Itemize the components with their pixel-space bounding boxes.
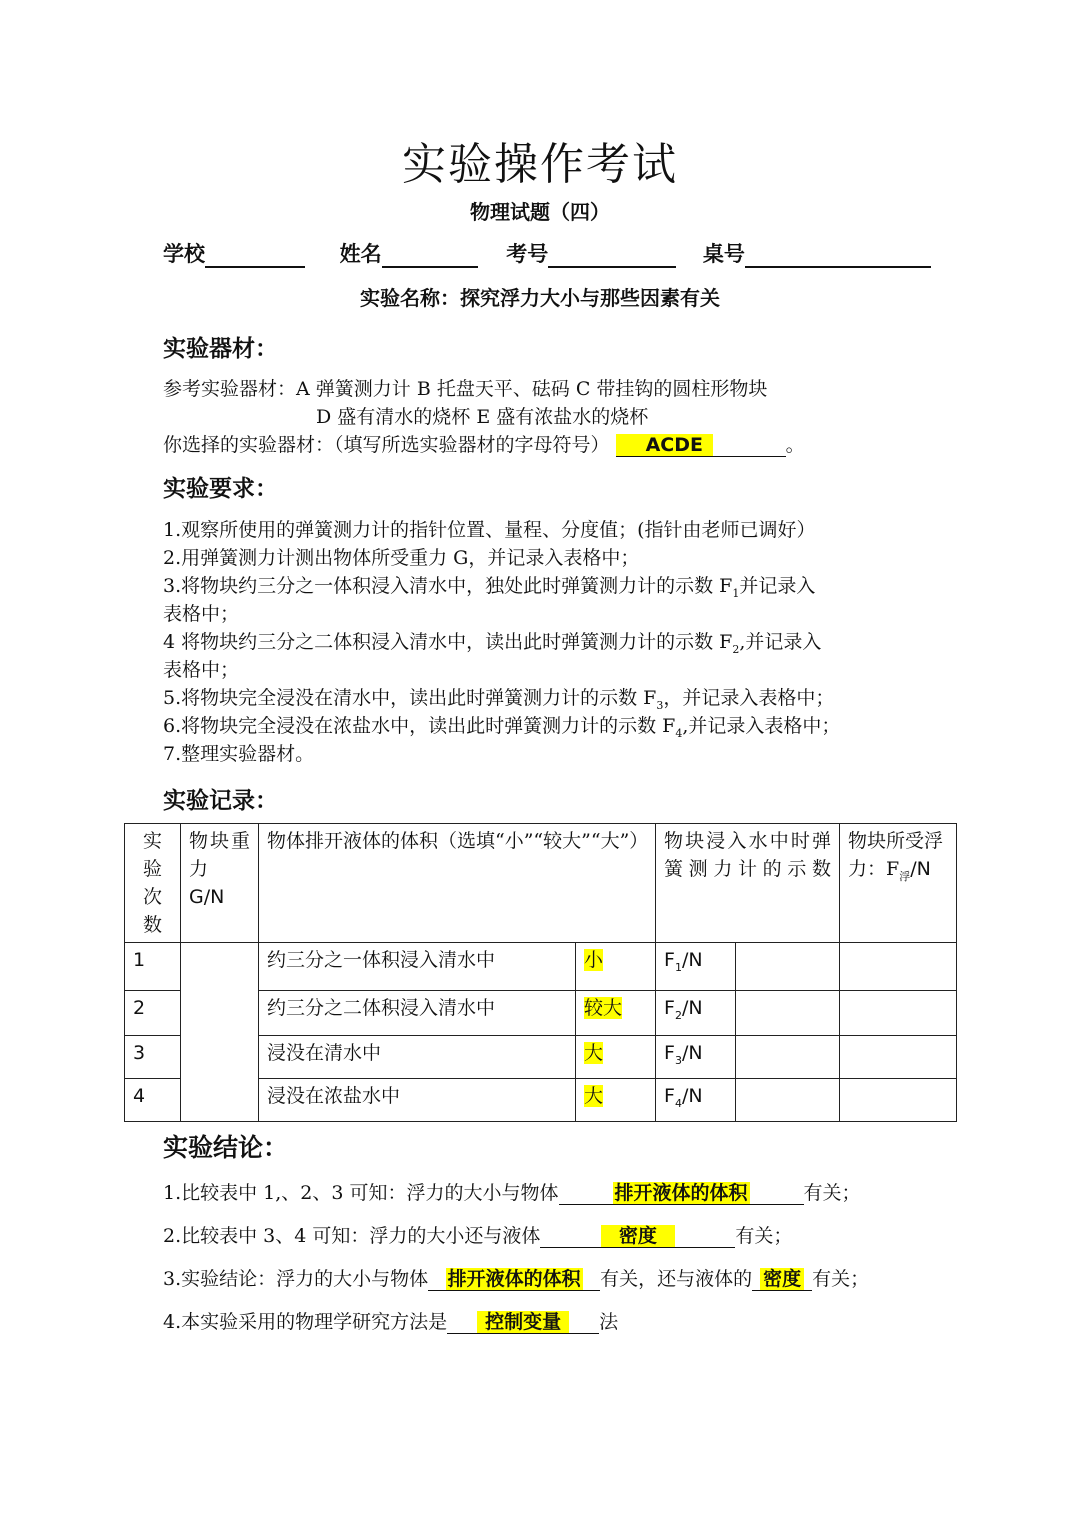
record-heading: 实验记录： [163, 788, 278, 814]
weight-cell[interactable] [181, 943, 259, 1122]
row-answer[interactable]: 大 [576, 1078, 656, 1121]
requirement-4: 4 将物块约三分之二体积浸入清水中，读出此时弹簧测力计的示数 $F_2$,并记录入 [163, 631, 822, 656]
requirement-1: 1.观察所使用的弹簧测力计的指针位置、量程、分度值；(指针由老师已调好） [163, 519, 816, 541]
row-force-value[interactable] [736, 991, 840, 1036]
row-answer[interactable]: 大 [576, 1036, 656, 1079]
row-force-value[interactable] [736, 943, 840, 991]
equipment-items-1: A 弹簧测力计 B 托盘天平、砝码 C 带挂钩的圆柱形物块 [296, 378, 768, 400]
record-table [124, 823, 957, 1122]
table-row [125, 943, 957, 991]
conclusion-1-answer[interactable]: 排开液体的体积 [559, 1183, 804, 1205]
conclusion-2-answer[interactable]: 密度 [540, 1226, 735, 1248]
conclusion-2: 2.比较表中 3、4 可知：浮力的大小还与液体 密度 有关； [163, 1225, 793, 1247]
conclusion-4: 4.本实验采用的物理学研究方法是 控制变量 法 [163, 1311, 619, 1333]
requirement-6: 6.将物块完全浸没在浓盐水中，读出此时弹簧测力计的示数 $F_4$,并记录入表格中； [163, 715, 841, 740]
equipment-answer-field[interactable] [616, 435, 786, 457]
row-buoyancy-value[interactable] [840, 943, 957, 991]
row-desc: 约三分之二体积浸入清水中 [259, 991, 576, 1036]
row-desc: 约三分之一体积浸入清水中 [259, 943, 576, 991]
school-label: 学校 [163, 242, 205, 266]
row-force: $F_2/N$ [656, 991, 736, 1036]
page-subtitle: 物理试题（四） [470, 200, 610, 224]
equipment-choice-label: 你选择的实验器材：（填写所选实验器材的字母符号） [163, 434, 610, 456]
name-field[interactable] [382, 244, 478, 268]
row-no: 4 [125, 1078, 181, 1121]
row-answer[interactable]: 较大 [576, 991, 656, 1036]
name-label: 姓名 [339, 242, 382, 266]
conclusion-3-answer-1[interactable]: 排开液体的体积 [428, 1269, 600, 1291]
school-field[interactable] [205, 244, 305, 268]
row-answer[interactable]: 小 [576, 943, 656, 991]
row-force-value[interactable] [736, 1036, 840, 1079]
row-force: $F_3/N$ [656, 1036, 736, 1079]
exam-no-field[interactable] [548, 244, 676, 268]
equipment-line-2: D 盛有清水的烧杯 E 盛有浓盐水的烧杯 [316, 406, 649, 428]
equipment-heading: 实验器材： [163, 336, 278, 362]
page-title: 实验操作考试 [402, 139, 678, 190]
row-no: 2 [125, 991, 181, 1036]
info-line [163, 238, 931, 268]
equipment-choice-line [163, 430, 805, 457]
requirement-3: 3.将物块约三分之一体积浸入清水中，独处此时弹簧测力计的示数 $F_1$并记录入 [163, 575, 816, 600]
requirements-heading: 实验要求： [163, 476, 278, 502]
conclusion-heading: 实验结论： [163, 1133, 289, 1162]
exam-no-label: 考号 [506, 242, 549, 266]
requirement-4-cont: 表格中； [163, 659, 240, 681]
row-desc: 浸没在清水中 [259, 1036, 576, 1079]
row-desc: 浸没在浓盐水中 [259, 1078, 576, 1121]
conclusion-1: 1.比较表中 1,、2、3 可知：浮力的大小与物体 排开液体的体积 有关； [163, 1182, 861, 1204]
header-reading: 物块浸入水中时弹簧测力计的示数 [656, 824, 840, 943]
row-buoyancy-value[interactable] [840, 991, 957, 1036]
conclusion-3: 3.实验结论：浮力的大小与物体 排开液体的体积 有关，还与液体的 密度 有关； [163, 1268, 870, 1290]
row-buoyancy-value[interactable] [840, 1078, 957, 1121]
requirement-2: 2.用弹簧测力计测出物体所受重力 G，并记录入表格中； [163, 547, 640, 569]
desk-field[interactable] [745, 244, 931, 268]
requirement-3-cont: 表格中； [163, 603, 240, 625]
conclusion-4-answer[interactable]: 控制变量 [447, 1312, 599, 1334]
requirement-7: 7.整理实验器材。 [163, 743, 315, 765]
desk-label: 桌号 [702, 242, 745, 266]
conclusion-3-answer-2[interactable]: 密度 [752, 1269, 812, 1291]
header-weight: 物块重力 G/N [181, 824, 259, 943]
table-header-row [125, 824, 957, 943]
row-buoyancy-value[interactable] [840, 1036, 957, 1079]
requirement-5: 5.将物块完全浸没在清水中，读出此时弹簧测力计的示数 $F_3$，并记录入表格中； [163, 687, 835, 712]
row-no: 1 [125, 943, 181, 991]
header-trial: 实验次数 [125, 824, 181, 943]
row-force-value[interactable] [736, 1078, 840, 1121]
row-no: 3 [125, 1036, 181, 1079]
header-buoyancy: 物块所受浮力：$F_浮/N$ [840, 824, 957, 943]
row-force: $F_4/N$ [656, 1078, 736, 1121]
experiment-name: 实验名称：探究浮力大小与那些因素有关 [360, 286, 720, 310]
equipment-answer: ACDE [616, 434, 713, 456]
equipment-line-1 [163, 374, 767, 401]
row-force: $F_1/N$ [656, 943, 736, 991]
equipment-ref-label: 参考实验器材： [163, 378, 297, 400]
equipment-end: 。 [785, 434, 805, 456]
header-volume: 物体排开液体的体积（选填“小”“较大”“大”） [259, 824, 656, 943]
